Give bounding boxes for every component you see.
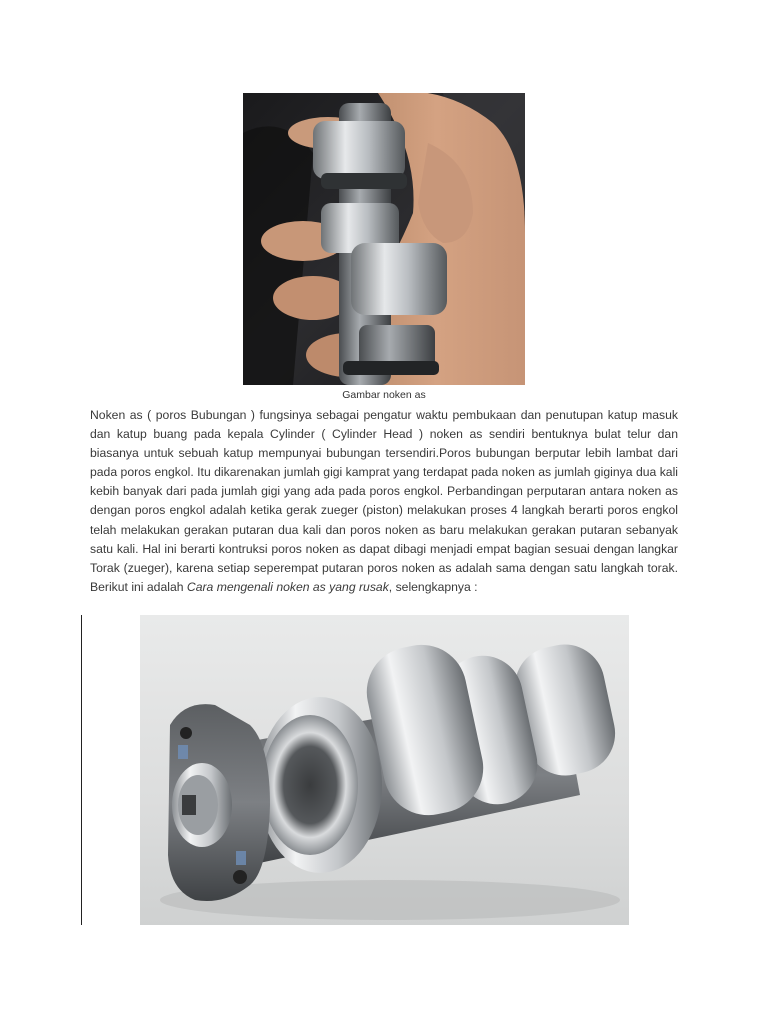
camshaft-in-hand-illustration [243, 93, 525, 385]
article-paragraph [90, 406, 678, 597]
left-margin-rule [81, 615, 82, 925]
article-tail-text: , selengkapnya : [388, 579, 478, 594]
camshaft-product-photo [140, 615, 629, 925]
camshaft-in-hand-photo [243, 93, 525, 385]
article-body-text: Noken as ( poros Bubungan ) fungsinya sebagai pengatur waktu pembukaan dan penutupan katup masuk dan katup buang pada kepala Cylinder ( Cylinder Head ) noken as sendiri bentuknya bulat telur dan biasanya untuk sebuah katup mempunyai bubungan tersendiri.Poros bubungan berputar lebih lambat dari pada poros engkol. Itu dikarenakan jumlah gigi kamprat yang terdapat pada noken as jumlah giginya dua kali kebih banyak dari pada jumlah gigi yang ada pada poros engkol. Perbandingan perputaran antara noken as dengan poros engkol adalah ketika gerak zueger (piston) melakukan proses 4 langkah berarti poros engkol telah melakukan gerakan putaran dua kali dan poros noken as baru melakukan gerakan putaran sebanyak satu kali. Hal ini berarti kontruksi poros noken as dapat dibagi menjadi empat bagian sesuai dengan langkar Torak (zueger), karena setiap seperempat putaran poros noken as adalah sama dengan satu langkah torak. Berikut ini adalah [90, 408, 678, 594]
article-title-link[interactable]: Cara mengenali noken as yang rusak [186, 579, 389, 594]
camshaft-product-illustration [140, 615, 629, 925]
figure-caption: Gambar noken as [342, 389, 426, 401]
